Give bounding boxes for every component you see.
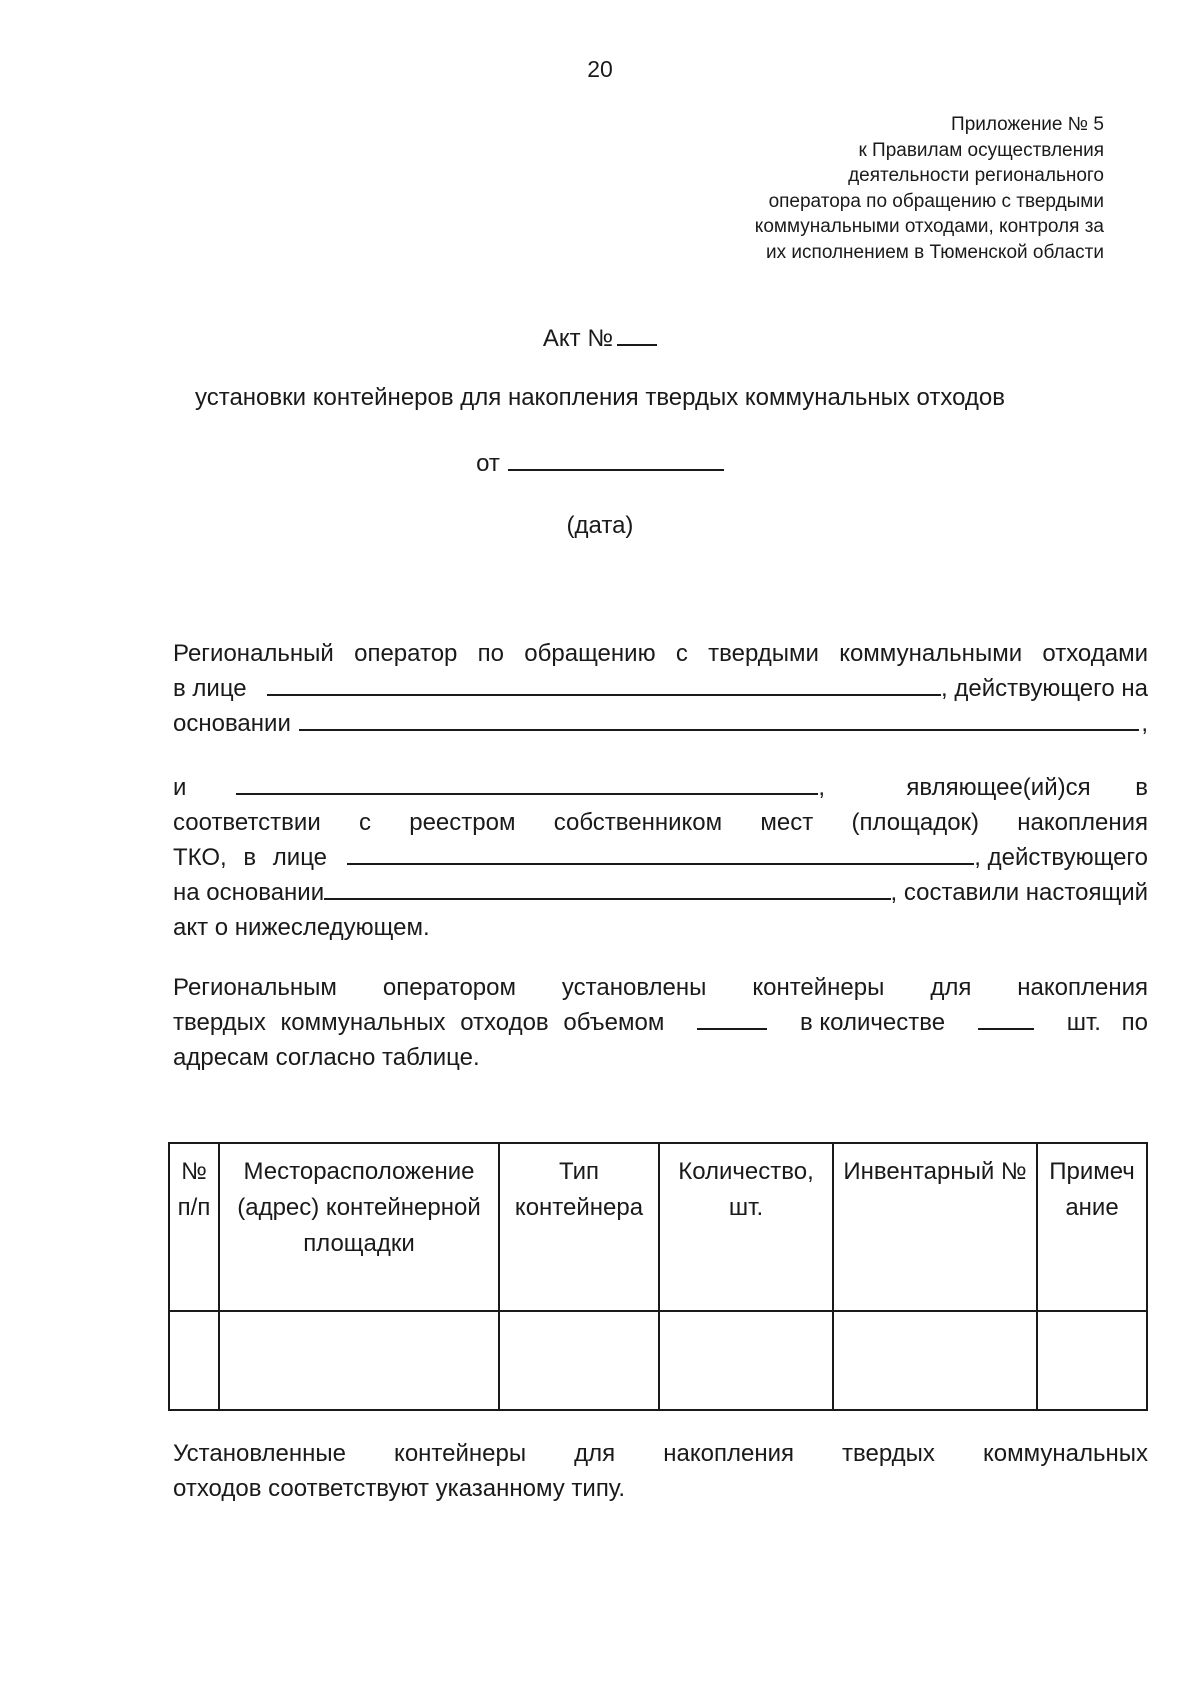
table-cell[interactable] xyxy=(169,1311,219,1410)
p2-line1-end: являющее(ий)ся в xyxy=(906,774,1148,801)
owner-representative-blank xyxy=(347,841,974,865)
p3-line2-end: шт. по xyxy=(1066,1009,1148,1036)
p2-line4-start: на основании xyxy=(173,879,325,906)
p3-line2-mid: в количестве xyxy=(799,1009,946,1036)
p2-line1-comma: , xyxy=(818,774,826,801)
p4-line2: отходов соответствуют указанному типу. xyxy=(173,1475,626,1502)
appendix-line: коммунальными отходами, контроля за xyxy=(754,216,1104,237)
table-cell[interactable] xyxy=(219,1311,499,1410)
table-header-cell: Количество, шт. xyxy=(659,1143,833,1311)
table-header-cell: № п/п xyxy=(169,1143,219,1311)
operator-basis-blank xyxy=(299,707,1139,731)
p1-line1: Региональный оператор по обращению с твердыми коммунальными отходами xyxy=(173,640,1148,667)
p3-line2-start: твердых коммунальных отходов объемом xyxy=(173,1009,665,1036)
appendix-line: их исполнением в Тюменской области xyxy=(766,241,1104,263)
containers-table xyxy=(168,1142,1148,1411)
table-cell[interactable] xyxy=(833,1311,1037,1410)
table-header-row xyxy=(169,1143,1147,1311)
p1-line2 xyxy=(173,671,1148,706)
page-number: 20 xyxy=(587,56,613,82)
act-title xyxy=(0,322,1200,353)
appendix-line: оператора по обращению с твердыми xyxy=(768,190,1104,212)
act-title-text: Акт № xyxy=(542,325,614,352)
date-blank xyxy=(508,447,724,471)
act-number-blank xyxy=(617,322,657,346)
p1-line2-end: , действующего на xyxy=(941,675,1148,702)
appendix-line: к Правилам осуществления xyxy=(858,139,1104,161)
p2-line4-end: , составили настоящий xyxy=(890,879,1148,906)
p2-line4 xyxy=(173,875,1148,910)
p1-line3-end: , xyxy=(1141,710,1148,737)
act-subtitle: установки контейнеров для накопления твердых коммунальных отходов xyxy=(194,384,1006,411)
p2-line3-start: ТКО, в лице xyxy=(173,844,328,871)
p3-line2 xyxy=(173,1005,1148,1040)
p3-line1: Региональным оператором установлены контейнеры для накопления xyxy=(173,974,1148,1001)
p1-line2-start: в лице xyxy=(173,675,247,702)
p1-line3-start: основании xyxy=(173,710,291,737)
p2-line3-end: , действующего xyxy=(974,844,1148,871)
operator-representative-blank xyxy=(267,672,941,696)
appendix-line: деятельности регионального xyxy=(848,165,1104,186)
table-cell[interactable] xyxy=(659,1311,833,1410)
table-header-cell: Примеч ание xyxy=(1037,1143,1147,1311)
owner-basis-blank xyxy=(324,876,890,900)
table-header-cell: Месторасположение (адрес) контейнерной площадки xyxy=(219,1143,499,1311)
volume-blank xyxy=(697,1006,767,1030)
act-date-line xyxy=(0,447,1200,478)
table-cell[interactable] xyxy=(1037,1311,1147,1410)
p1-line3 xyxy=(173,706,1148,741)
p2-line3 xyxy=(173,840,1148,875)
paragraph-operator xyxy=(173,636,1148,741)
p3-line3: адресам согласно таблице. xyxy=(173,1044,480,1071)
p2-line1-start: и xyxy=(173,774,187,801)
date-caption: (дата) xyxy=(566,512,634,539)
p2-line5: акт о нижеследующем. xyxy=(173,914,430,941)
p2-line2: соответствии с реестром собственником мест (площадок) накопления xyxy=(173,809,1148,836)
owner-name-blank xyxy=(236,771,818,795)
paragraph-owner xyxy=(173,770,1148,945)
appendix-line: Приложение № 5 xyxy=(951,114,1104,135)
appendix-header xyxy=(544,112,1104,265)
table-cell[interactable] xyxy=(499,1311,659,1410)
date-prefix: от xyxy=(476,450,500,477)
table-header-cell: Тип контейнера xyxy=(499,1143,659,1311)
paragraph-conformity xyxy=(173,1436,1148,1506)
table-header-cell: Инвентарный № xyxy=(833,1143,1037,1311)
table-row xyxy=(169,1311,1147,1410)
paragraph-installation xyxy=(173,970,1148,1075)
quantity-blank xyxy=(978,1006,1034,1030)
p4-line1: Установленные контейнеры для накопления твердых коммунальных xyxy=(173,1440,1148,1467)
p2-line1 xyxy=(173,770,1148,805)
